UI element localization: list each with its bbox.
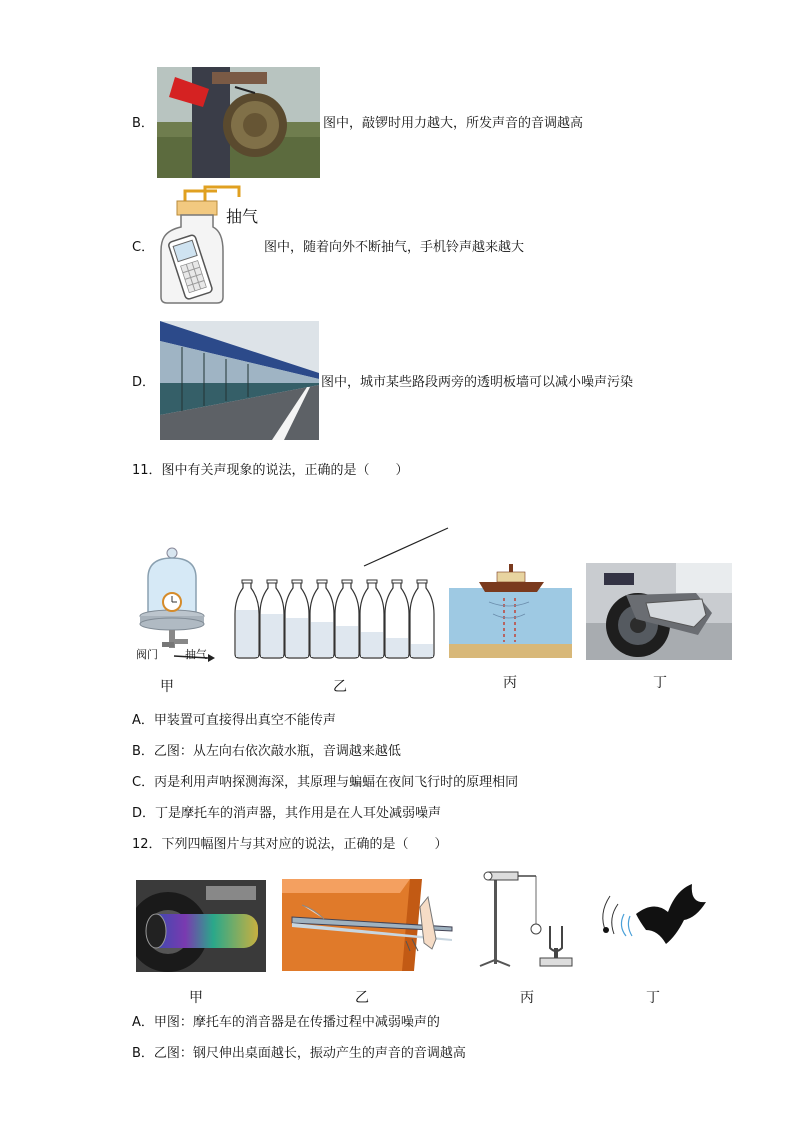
q12-caption-jia: 甲 [189, 990, 203, 1006]
q11-caption-yi: 乙 [333, 679, 347, 695]
q12-caption-ding: 丁 [646, 990, 660, 1006]
option-d-letter: D． [132, 375, 156, 390]
q11-caption-bing: 丙 [503, 675, 517, 691]
q12-caption-bing: 丙 [520, 990, 534, 1006]
water-bottles-figure [228, 524, 452, 662]
q12-stem: 12．下列四幅图片与其对应的说法，正确的是（ ） [132, 837, 448, 852]
q11-caption-ding: 丁 [653, 675, 667, 691]
jar-pump-label: 抽气 [185, 648, 207, 661]
option-b-text: 图中，敲锣时用力越大，所发声音的音调越高 [323, 116, 584, 131]
q11-caption-jia: 甲 [160, 679, 174, 695]
valve-label: 阀门 [136, 648, 158, 661]
q11-option-d: D．丁是摩托车的消声器，其作用是在人耳处减弱噪声 [132, 806, 442, 821]
gong-photo [157, 67, 320, 178]
option-c-text: 图中，随着向外不断抽气，手机铃声越来越大 [264, 240, 525, 255]
q11-option-a: A．甲装置可直接得出真空不能传声 [132, 713, 336, 728]
option-b-letter: B． [132, 116, 154, 131]
motorcycle-muffler-photo [586, 563, 732, 660]
option-c-letter: C． [132, 240, 155, 255]
q11-option-c: C．丙是利用声呐探测海深，其原理与蝙蝠在夜间飞行时的原理相同 [132, 775, 519, 790]
exhaust-pipe-photo [136, 880, 266, 972]
q11-stem: 11．图中有关声现象的说法，正确的是（ ） [132, 463, 409, 478]
q12-caption-yi: 乙 [355, 990, 369, 1006]
phone-jar-figure [157, 183, 267, 305]
q12-option-a: A．甲图：摩托车的消音器是在传播过程中减弱噪声的 [132, 1015, 440, 1030]
q11-option-b: B．乙图：从左向右依次敲水瓶，音调越来越低 [132, 744, 401, 759]
q12-option-b: B．乙图：钢尺伸出桌面越长，振动产生的声音的音调越高 [132, 1046, 466, 1061]
bat-echolocation-figure [596, 874, 716, 974]
noise-barrier-photo [160, 321, 319, 440]
pump-label: 抽气 [226, 207, 259, 226]
sonar-ship-figure [449, 562, 572, 658]
tuning-fork-figure [474, 868, 580, 974]
ruler-desk-figure [282, 879, 460, 971]
option-d-text: 图中，城市某些路段两旁的透明板墙可以减小噪声污染 [321, 375, 634, 390]
